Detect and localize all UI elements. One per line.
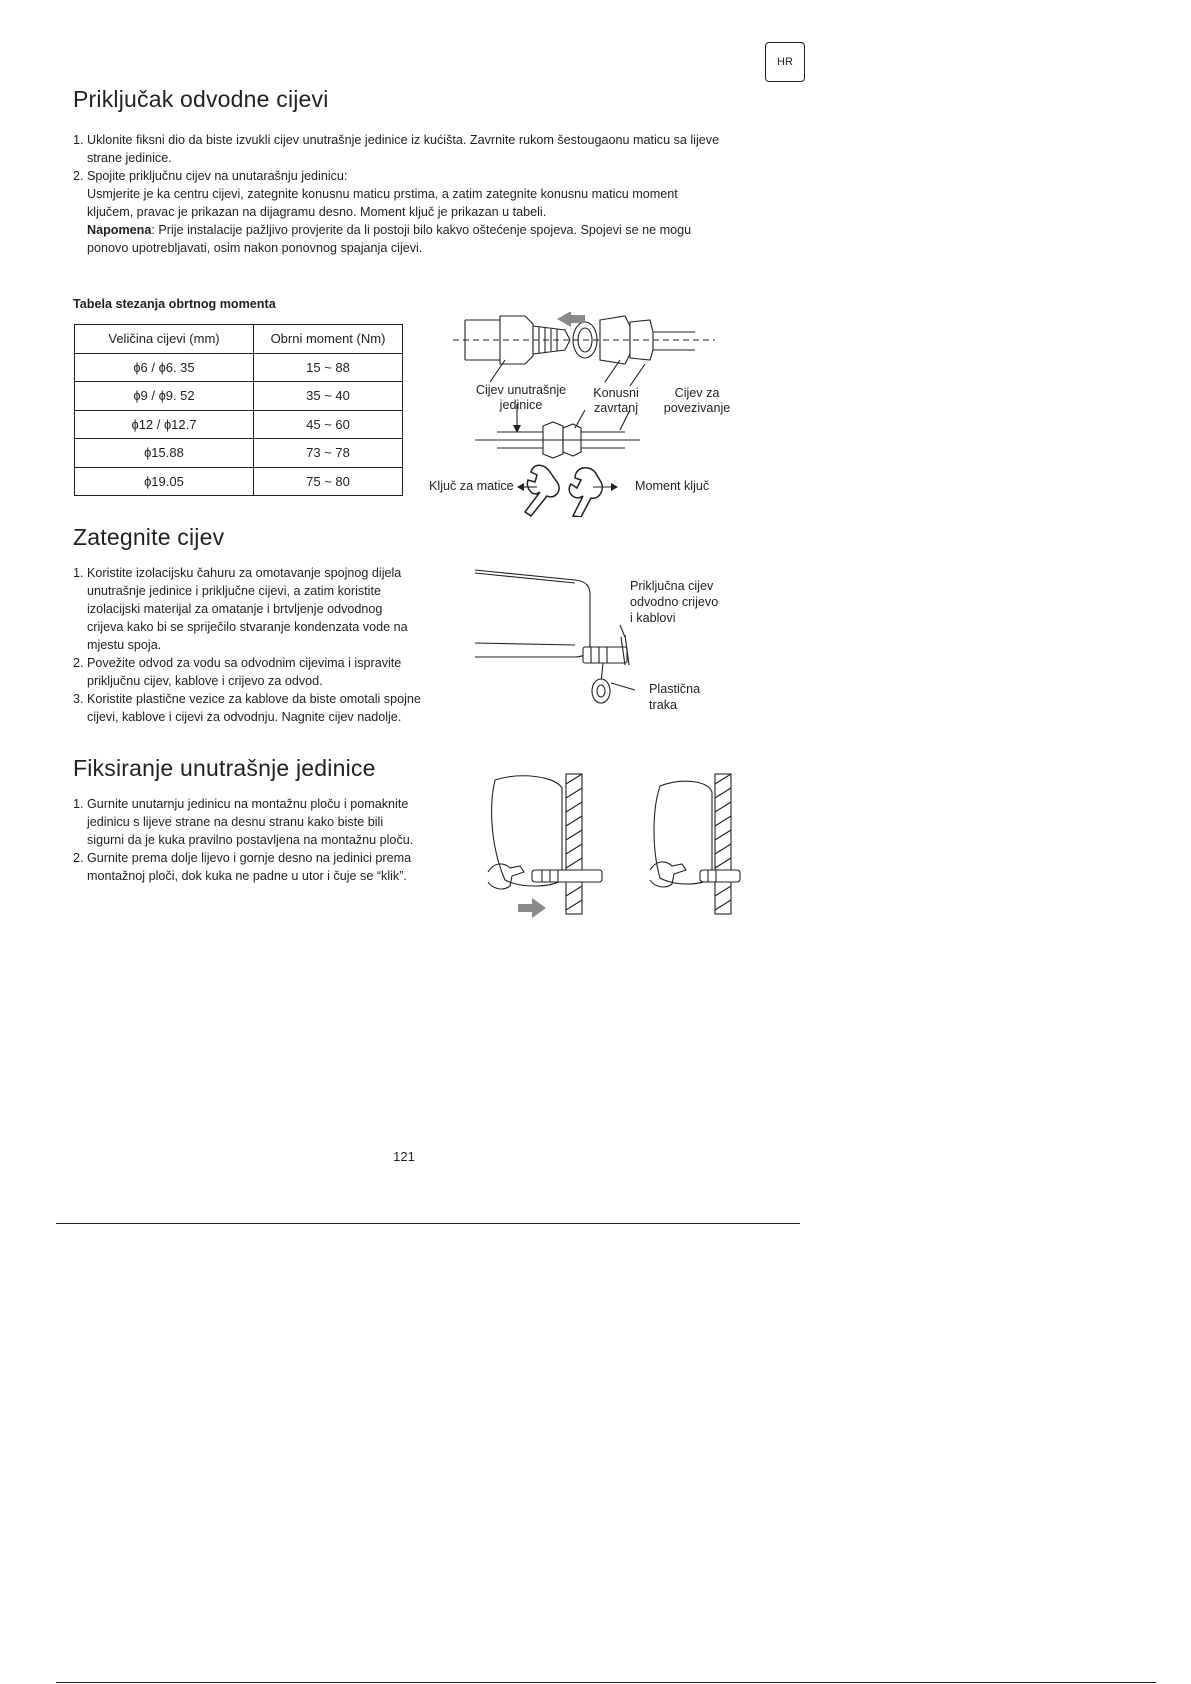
wrench-arrowhead: [611, 483, 618, 491]
table-cell: ɸ15.88: [75, 439, 254, 468]
spanner-arrowhead: [517, 483, 524, 491]
push-arrow-icon: [518, 898, 546, 918]
table-row: [75, 467, 403, 496]
list-line: Povežite odvod za vodu sa odvodnim cijevima i ispravite: [87, 656, 402, 670]
table-row: [75, 410, 403, 439]
label-line: zavrtanj: [593, 401, 639, 415]
spanner-icon: [525, 465, 559, 516]
section2-body: [73, 564, 463, 726]
torque-wrench-icon: [569, 468, 602, 517]
list-number: 2.: [73, 851, 84, 865]
list-line: mjestu spoja.: [87, 638, 162, 652]
connecting-pipe-shape: [653, 332, 695, 350]
table-header-row: [75, 325, 403, 354]
list-line: priključnu cijev, kablove i crijevo za odvod.: [87, 674, 323, 688]
leader-line: [611, 683, 635, 690]
label-torque-wrench: Moment ključ: [635, 479, 710, 493]
list-number: 2.: [73, 169, 84, 183]
page-bottom-divider: [56, 1682, 1156, 1683]
pipe-wrapping-diagram: [475, 565, 645, 710]
leader-line: [605, 360, 620, 382]
wall-hatch-left: [566, 774, 582, 910]
table-header: Obrni moment (Nm): [254, 325, 403, 354]
table-cell: 45 ~ 60: [254, 410, 403, 439]
insulation-sleeve-shape: [583, 647, 627, 663]
language-badge: HR: [765, 42, 805, 82]
label-line: Cijev unutrašnje: [475, 383, 567, 397]
list-number: 3.: [73, 692, 84, 706]
list-line: montažnoj ploči, dok kuka ne padne u utor i čuje se “klik”.: [87, 869, 407, 883]
table-cell: ɸ19.05: [75, 467, 254, 496]
leader-line: [630, 364, 645, 386]
label-line: Cijev za: [674, 386, 720, 400]
table-cell: 35 ~ 40: [254, 382, 403, 411]
list-number: 1.: [73, 566, 84, 580]
table-row: [75, 439, 403, 468]
table-cell: 15 ~ 88: [254, 353, 403, 382]
label-line: i kablovi: [630, 611, 676, 625]
pipe-right-shape: [700, 870, 740, 882]
table-cell: 73 ~ 78: [254, 439, 403, 468]
indoor-unit-right-shape: [654, 781, 712, 884]
list-item: [73, 167, 793, 185]
list-text: Uklonite fiksni dio da biste izvukli cijev unutrašnje jedinice iz kućišta. Zavrnite rukom šestougaonu maticu sa lijeve: [87, 133, 720, 147]
list-item: [73, 131, 793, 167]
label-connecting-pipe: [657, 386, 737, 416]
list-text: Spojite priključnu cijev na unutarašnju jedinicu:: [87, 169, 348, 183]
page-divider: [56, 1223, 800, 1224]
fixing-unit-diagram: [480, 770, 770, 920]
section1-body: [73, 131, 793, 257]
label-connecting-pipe-cables: [630, 578, 718, 626]
para-line: ključem, pravac je prikazan na dijagramu desno. Moment ključ je prikazan u tabeli.: [87, 205, 547, 219]
table-cell: ɸ9 / ɸ9. 52: [75, 382, 254, 411]
list-line: jedinicu s lijeve strane na desnu stranu kako biste bili: [87, 815, 384, 829]
list-line: Koristite izolacijsku čahuru za omotavanje spojnog dijela: [87, 566, 402, 580]
list-item: [73, 849, 463, 885]
leader-line: [620, 625, 625, 637]
leader-line: [490, 360, 505, 382]
wall-left-shape: [566, 774, 582, 914]
list-item: [73, 654, 463, 690]
table-row: [75, 382, 403, 411]
label-line: odvodno crijevo: [630, 595, 719, 609]
table-cell: ɸ6 / ɸ6. 35: [75, 353, 254, 382]
list-text-cont: strane jedinice.: [87, 151, 172, 165]
list-item: [73, 564, 463, 654]
label-line: Priključna cijev: [630, 579, 714, 593]
table-row: [75, 353, 403, 382]
label-spanner: Ključ za matice: [429, 479, 514, 493]
table-cell: 75 ~ 80: [254, 467, 403, 496]
label-line: Plastična: [649, 682, 701, 696]
label-flare-nut: [590, 386, 642, 416]
section-title-drain-connection: Priključak odvodne cijevi: [73, 86, 329, 112]
table-header: Veličina cijevi (mm): [75, 325, 254, 354]
list-line: izolacijski materijal za omatanje i brtvljenje odvodnog: [87, 602, 383, 616]
page-number: 121: [393, 1149, 415, 1164]
para-line: Usmjerite je ka centru cijevi, zategnite konusnu maticu prstima, a zatim zategnite konusnu maticu moment: [87, 187, 678, 201]
label-line: jedinice: [499, 398, 543, 412]
list-line: Gurnite unutarnju jedinicu na montažnu ploču i pomaknite: [87, 797, 409, 811]
wall-right-shape: [715, 774, 731, 914]
list-item: [73, 795, 463, 849]
note-text: : Prije instalacije pažljivo provjerite da li postoji bilo kakvo oštećenje spojeva. Spojevi se ne mogu: [151, 223, 692, 237]
list-number: 1.: [73, 133, 84, 147]
table-title: Tabela stezanja obrtnog momenta: [73, 297, 276, 311]
section-title-fixing-indoor-unit: Fiksiranje unutrašnje jedinice: [73, 755, 376, 781]
list-line: Gurnite prema dolje lijevo i gornje desno na jedinici prema: [87, 851, 412, 865]
label-line: povezivanje: [663, 401, 731, 415]
label-line: Konusni: [593, 386, 639, 400]
list-number: 2.: [73, 656, 84, 670]
list-line: cijevi, kablove i cijevi za odvodnju. Nagnite cijev nadolje.: [87, 710, 402, 724]
label-line: traka: [649, 698, 677, 712]
table-cell: ɸ12 / ɸ12.7: [75, 410, 254, 439]
label-indoor-pipe: [470, 383, 572, 413]
list-line: unutrašnje jedinice i priključne cijevi, a zatim koristite: [87, 584, 381, 598]
list-line: crijeva kako bi se spriječilo stvaranje kondenzata vode na: [87, 620, 408, 634]
torque-table: [74, 324, 403, 496]
list-line: sigurni da je kuka pravilno postavljena na montažnu ploču.: [87, 833, 414, 847]
note-cont: ponovo upotrebljavati, osim nakon ponovnog spajanja cijevi.: [87, 241, 423, 255]
section-title-tighten-pipe: Zategnite cijev: [73, 524, 225, 550]
indoor-unit-edge: [475, 643, 575, 645]
pointer-line: [575, 410, 585, 428]
plastic-tape-roll-icon: [592, 679, 610, 703]
label-plastic-tape: [649, 681, 700, 713]
note-line: [73, 221, 793, 239]
list-item: [73, 690, 463, 726]
wall-hatch-right: [715, 774, 731, 910]
list-line: Koristite plastične vezice za kablove da biste omotali spojne: [87, 692, 421, 706]
note-label: Napomena: [87, 223, 152, 237]
list-number: 1.: [73, 797, 84, 811]
section3-body: [73, 795, 463, 885]
